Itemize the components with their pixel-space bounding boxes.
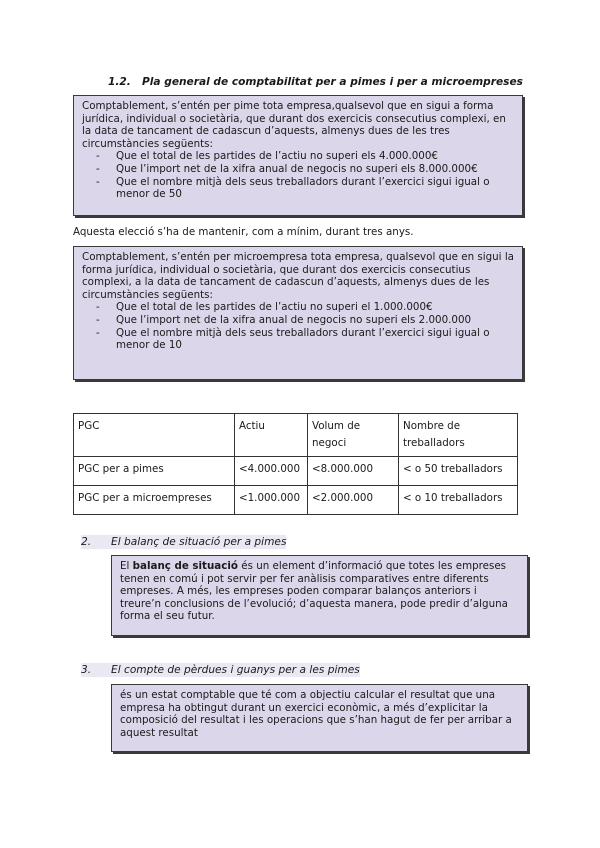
balance-description-box <box>111 555 528 636</box>
pime-criteria-list <box>82 150 514 200</box>
table-header-row <box>74 414 518 457</box>
section-2-title: El balanç de situació per a pimes <box>111 536 287 548</box>
section-heading <box>108 76 523 88</box>
section-2-number: 2. <box>81 536 92 548</box>
list-item: - Que l’import net de la xifra anual de negocis no superi els 2.000.000 <box>82 314 514 327</box>
table-cell: < o 50 treballadors <box>399 457 518 486</box>
table-cell: <4.000.000 <box>235 457 308 486</box>
table-header-cell: PGC <box>74 414 235 457</box>
table-header-cell: Actiu <box>235 414 308 457</box>
table-cell: PGC per a pimes <box>74 457 235 486</box>
pgc-comparison-table <box>73 413 518 515</box>
section-3-number: 3. <box>81 664 92 676</box>
section-title: Pla general de comptabilitat per a pimes i per a microempreses <box>142 76 523 88</box>
microempresa-definition-box <box>73 246 523 380</box>
list-item: - Que el nombre mitjà dels seus treballadors durant l’exercici sigui igual o menor de 50 <box>82 176 514 201</box>
table-row <box>74 486 518 515</box>
balance-term: balanç de situació <box>132 560 238 572</box>
table-cell: <8.000.000 <box>308 457 399 486</box>
balance-lead: El <box>120 560 133 572</box>
balance-paragraph <box>120 560 519 623</box>
section-2-heading <box>81 535 286 549</box>
table-cell: <1.000.000 <box>235 486 308 515</box>
profit-loss-description-box <box>111 684 528 752</box>
pime-definition-box <box>73 95 523 216</box>
election-note: Aquesta elecció s’ha de mantenir, com a mínim, durant tres anys. <box>73 226 414 238</box>
table-cell: <2.000.000 <box>308 486 399 515</box>
table-header-cell: Volum de negoci <box>308 414 399 457</box>
micro-criteria-list <box>82 301 514 351</box>
balance-body: és un element d’informació que totes les empreses tenen en comú i pot servir per fer anàlisis comparatives entre diferents empreses. A més, les empreses poden comparar balanços anteriors i treure’n conclusions de l’evolució; d’aquesta manera, pode predir d’alguna forma el seu futur. <box>120 560 508 623</box>
section-number: 1.2. <box>108 76 131 88</box>
list-item: - Que el total de les partides de l’actiu no superi el 1.000.000€ <box>82 301 514 314</box>
table-header-cell: Nombre de treballadors <box>399 414 518 457</box>
list-item: - Que el total de les partides de l’actiu no superi els 4.000.000€ <box>82 150 514 163</box>
section-3-heading <box>81 663 360 677</box>
table-row <box>74 457 518 486</box>
micro-intro: Comptablement, s’entén per microempresa tota empresa, qualsevol que en sigui la forma jurídica, individual o societària, que durant dos exercicis consecutius complexi, a la data de tancament de cadascun d’aquests, almenys dues de les circumstàncies següents: <box>82 251 514 301</box>
section-3-title: El compte de pèrdues i guanys per a les pimes <box>111 664 360 676</box>
list-item: - Que l’import net de la xifra anual de negocis no superi els 8.000.000€ <box>82 163 514 176</box>
pime-intro: Comptablement, s’entén per pime tota empresa,qualsevol que en sigui a forma jurídica, individual o societària, que durant dos exercicis consecutius complexi, en la data de tancament de cadascun d’aquests, almenys dues de les tres circumstàncies següents: <box>82 100 506 150</box>
list-item: - Que el nombre mitjà dels seus treballadors durant l’exercici sigui igual o menor de 10 <box>82 327 514 352</box>
table-cell: PGC per a microempreses <box>74 486 235 515</box>
table-cell: < o 10 treballadors <box>399 486 518 515</box>
profit-loss-paragraph: és un estat comptable que té com a objectiu calcular el resultat que una empresa ha obtingut durant un exercici econòmic, a més d’explicitar la composició del resultat i les operacions que s’han hagut de fer per arribar a aquest resultat <box>120 689 512 739</box>
